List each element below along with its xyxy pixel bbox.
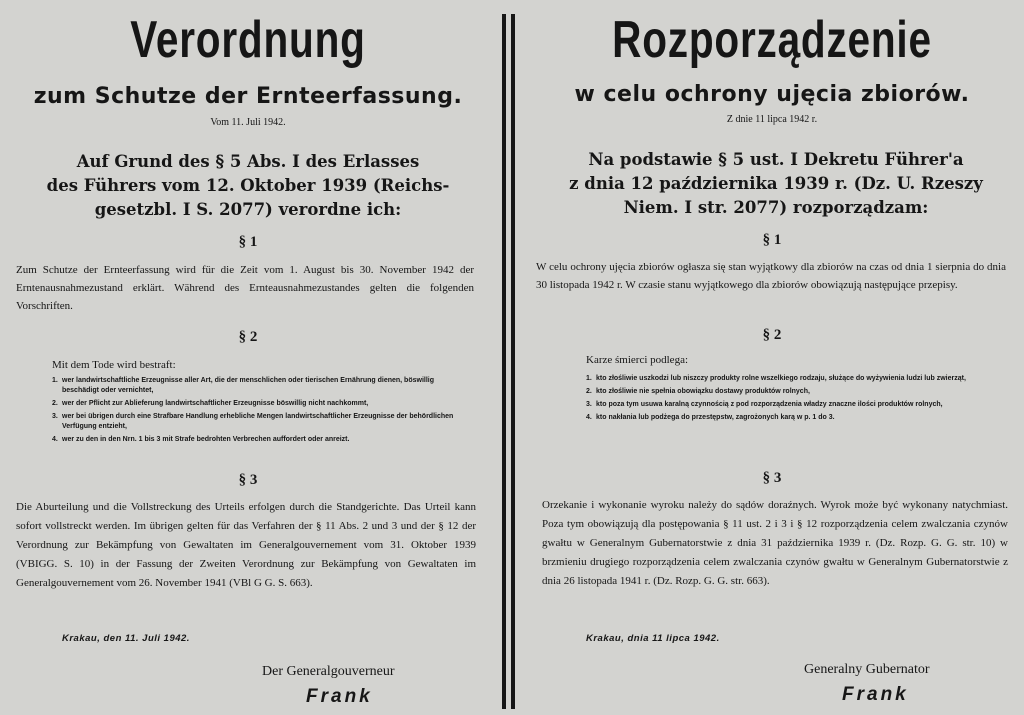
list-item: 3. kto poza tym usuwa karalną czynnością z pod rozporządzenia władzy znaczne ilości produktów rolnych, (586, 401, 943, 408)
german-preamble (10, 150, 486, 222)
german-title: Verordnung (130, 11, 366, 69)
german-place-date: Krakau, den 11. Juli 1942. (62, 633, 190, 644)
polish-paragraph-1-text: W celu ochrony ujęcia zbiorów ogłasza się stan wyjątkowy dla zbiorów na czas od dnia 1 sierpnia do dnia 30 listopada 1942 r. W czasie stanu wyjątkowego dla zbiorów obowiązują następujące przepisy. (536, 261, 1006, 291)
polish-subtitle: w celu ochrony ujęcia zbiorów. (574, 82, 970, 107)
preamble-line: z dnia 12 października 1939 r. (Dz. U. Rzeszy (569, 174, 983, 193)
german-paragraph-2-heading: § 2 (238, 329, 258, 345)
polish-signer: Generalny Gubernator (804, 662, 930, 677)
german-subtitle: zum Schutze der Ernteerfassung. (33, 84, 463, 109)
polish-signature: Frank (842, 684, 909, 705)
polish-paragraph-2-heading: § 2 (762, 327, 782, 343)
german-signature: Frank (306, 686, 373, 707)
list-item: 1. wer landwirtschaftliche Erzeugnisse aller Art, die der menschlichen oder tierischen Ernährung dienen, böswillig beschädigt oder vernichtet, (52, 377, 435, 394)
list-item: 2. wer der Pflicht zur Ablieferung landwirtschaftlicher Erzeugnisse böswillig nicht nachkommt, (52, 400, 369, 407)
polish-paragraph-3-text: Orzekanie i wykonanie wyroku należy do sądów doraźnych. Wyrok może być wykonany natychmiast. Poza tym obowiązują dla postępowania § 11 ust. 2 i 3 i § 12 rozporządzenia celem zwalczania czynów gwałtu w Generalnym Gubernatorstwie z dnia 31 października 1939 r. (Dz. Rozp. G. G. str. 10) w brzmieniu drugiego rozporządzenia celem zwalczania czynów gwałtu w Generalnym Gubernatorstwie z dnia 26 listopada 1941 r. (Dz. Rozp. G. G. str. 663). (542, 499, 1008, 587)
preamble-line: des Führers vom 12. Oktober 1939 (Reichs- (46, 176, 450, 195)
german-paragraph-3-heading: § 3 (238, 472, 258, 488)
divider-line (511, 14, 515, 709)
german-date: Vom 11. Juli 1942. (210, 117, 286, 128)
polish-paragraph-2-intro: Karze śmierci podlega: (586, 354, 689, 366)
preamble-line: Auf Grund des § 5 Abs. I des Erlasses (76, 152, 420, 171)
preamble-line: Niem. I str. 2077) rozporządzam: (623, 198, 929, 217)
german-paragraph-1-heading: § 1 (238, 234, 258, 250)
preamble-line: Na podstawie § 5 ust. I Dekretu Führer'a (588, 150, 964, 169)
list-item: 4. wer zu den in den Nrn. 1 bis 3 mit Strafe bedrohten Verbrechen auffordert oder anreizt. (52, 436, 350, 443)
german-column (0, 0, 496, 715)
polish-title: Rozporządzenie (612, 11, 932, 69)
list-item: 2. kto złośliwie nie spełnia obowiązku dostawy produktów rolnych, (586, 388, 810, 395)
divider-line (502, 14, 506, 709)
polish-place-date: Krakau, dnia 11 lipca 1942. (586, 633, 720, 644)
german-offense-list (52, 376, 472, 448)
polish-paragraph-1-heading: § 1 (762, 232, 782, 248)
polish-column (520, 0, 1024, 715)
polish-preamble (532, 148, 1020, 220)
list-item: 3. wer bei übrigen durch eine Strafbare Handlung erhebliche Mengen landwirtschaftlicher Erzeugnisse der behördlichen Verfügung entzieht, (52, 413, 454, 430)
polish-offense-list (586, 374, 1006, 426)
german-paragraph-1-text: Zum Schutze der Ernteerfassung wird für die Zeit vom 1. August bis 30. November 1942 der Erntenausnahmezustand erklärt. Während des Ernteausnahmezustandes gelten die folgenden Vorschriften. (16, 264, 474, 312)
german-paragraph-2-intro: Mit dem Tode wird bestraft: (52, 359, 176, 371)
german-signer: Der Generalgouverneur (262, 664, 395, 679)
polish-paragraph-3-heading: § 3 (762, 470, 782, 486)
polish-date: Z dnie 11 lipca 1942 r. (726, 114, 818, 125)
german-paragraph-3-text: Die Aburteilung und die Vollstreckung des Urteils erfolgen durch die Standgerichte. Das Urteil kann sofort vollstreckt werden. Im übrigen gelten für das Verfahren der § 11 Abs. 2 und 3 und der § 12 der Verordnung zur Bekämpfung von Gewaltaten im Generalgouvernement vom 31. Oktober 1939 (VBIGG. S. 10) in der Fassung der Zweiten Verordnung zur Bekämpfung von Gewaltaten im Generalgouvernement vom 26. November 1941 (VBl G G. S. 663). (16, 501, 476, 589)
list-item: 1. kto złośliwie uszkodzi lub niszczy produkty rolne wszelkiego rodzaju, służące do wyżywienia ludzi lub zwierząt, (586, 375, 966, 382)
list-item: 4. kto nakłania lub podżega do przestępstw, zagrożonych karą w p. 1 do 3. (586, 414, 835, 421)
preamble-line: gesetzbl. I S. 2077) verordne ich: (94, 200, 402, 219)
